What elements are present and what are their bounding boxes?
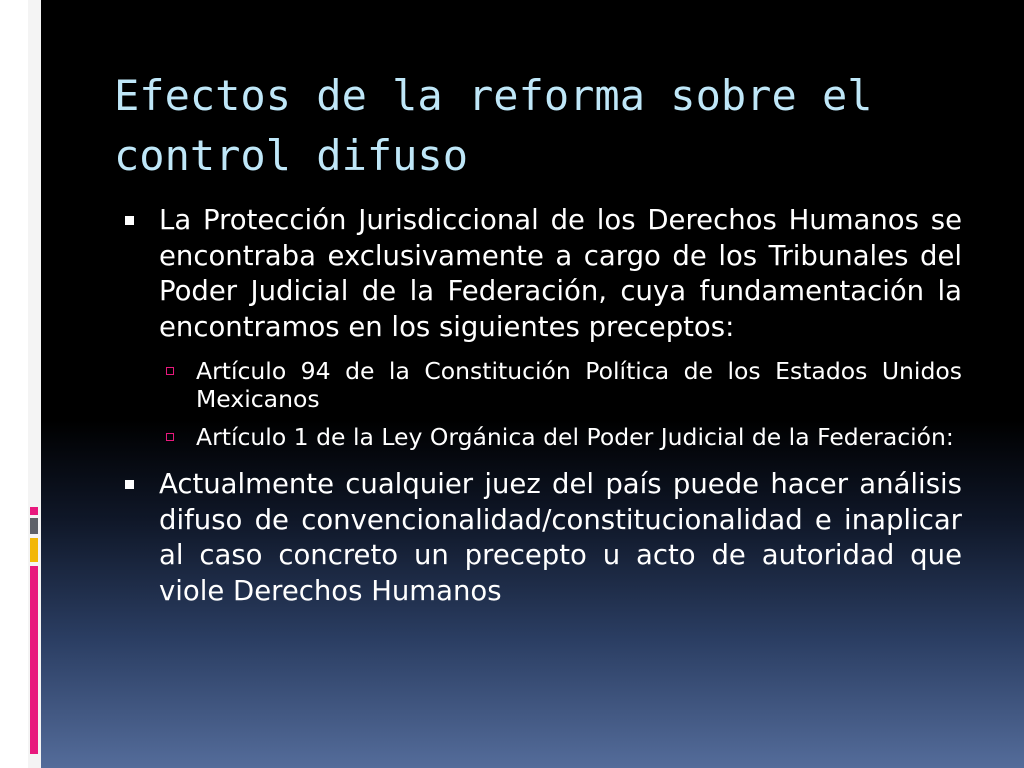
sub-bullet-text: Artículo 1 de la Ley Orgánica del Poder Judicial de la Federación: (196, 423, 954, 451)
bullet-text: Actualmente cualquier juez del país puede hacer análisis difuso de convencionalidad/constitucionalidad e inaplicar al caso concreto un precepto u acto de autoridad que viole Derechos Humanos (159, 468, 962, 607)
slide-content (122, 203, 962, 609)
hollow-square-bullet-icon (166, 433, 174, 441)
slide-title: Efectos de la reforma sobre el control difuso (114, 71, 873, 180)
square-bullet-icon (125, 216, 134, 225)
sub-bullet-text: Artículo 94 de la Constitución Política de los Estados Unidos Mexicanos (196, 357, 962, 413)
gray-accent (30, 518, 38, 534)
yellow-accent (30, 538, 38, 562)
sub-bullet-item (196, 357, 962, 413)
bullet-text: La Protección Jurisdiccional de los Derechos Humanos se encontraba exclusivamente a cargo de los Tribunales del Poder Judicial de la Federación, cuya fundamentación la encontramos en los siguientes preceptos: (159, 204, 962, 343)
bullet-item (122, 203, 962, 345)
pink-accent-long (30, 566, 38, 754)
square-bullet-icon (125, 480, 134, 489)
bullet-item (122, 467, 962, 609)
pink-accent-small (30, 507, 38, 515)
sub-bullet-item (196, 423, 962, 451)
hollow-square-bullet-icon (166, 367, 174, 375)
